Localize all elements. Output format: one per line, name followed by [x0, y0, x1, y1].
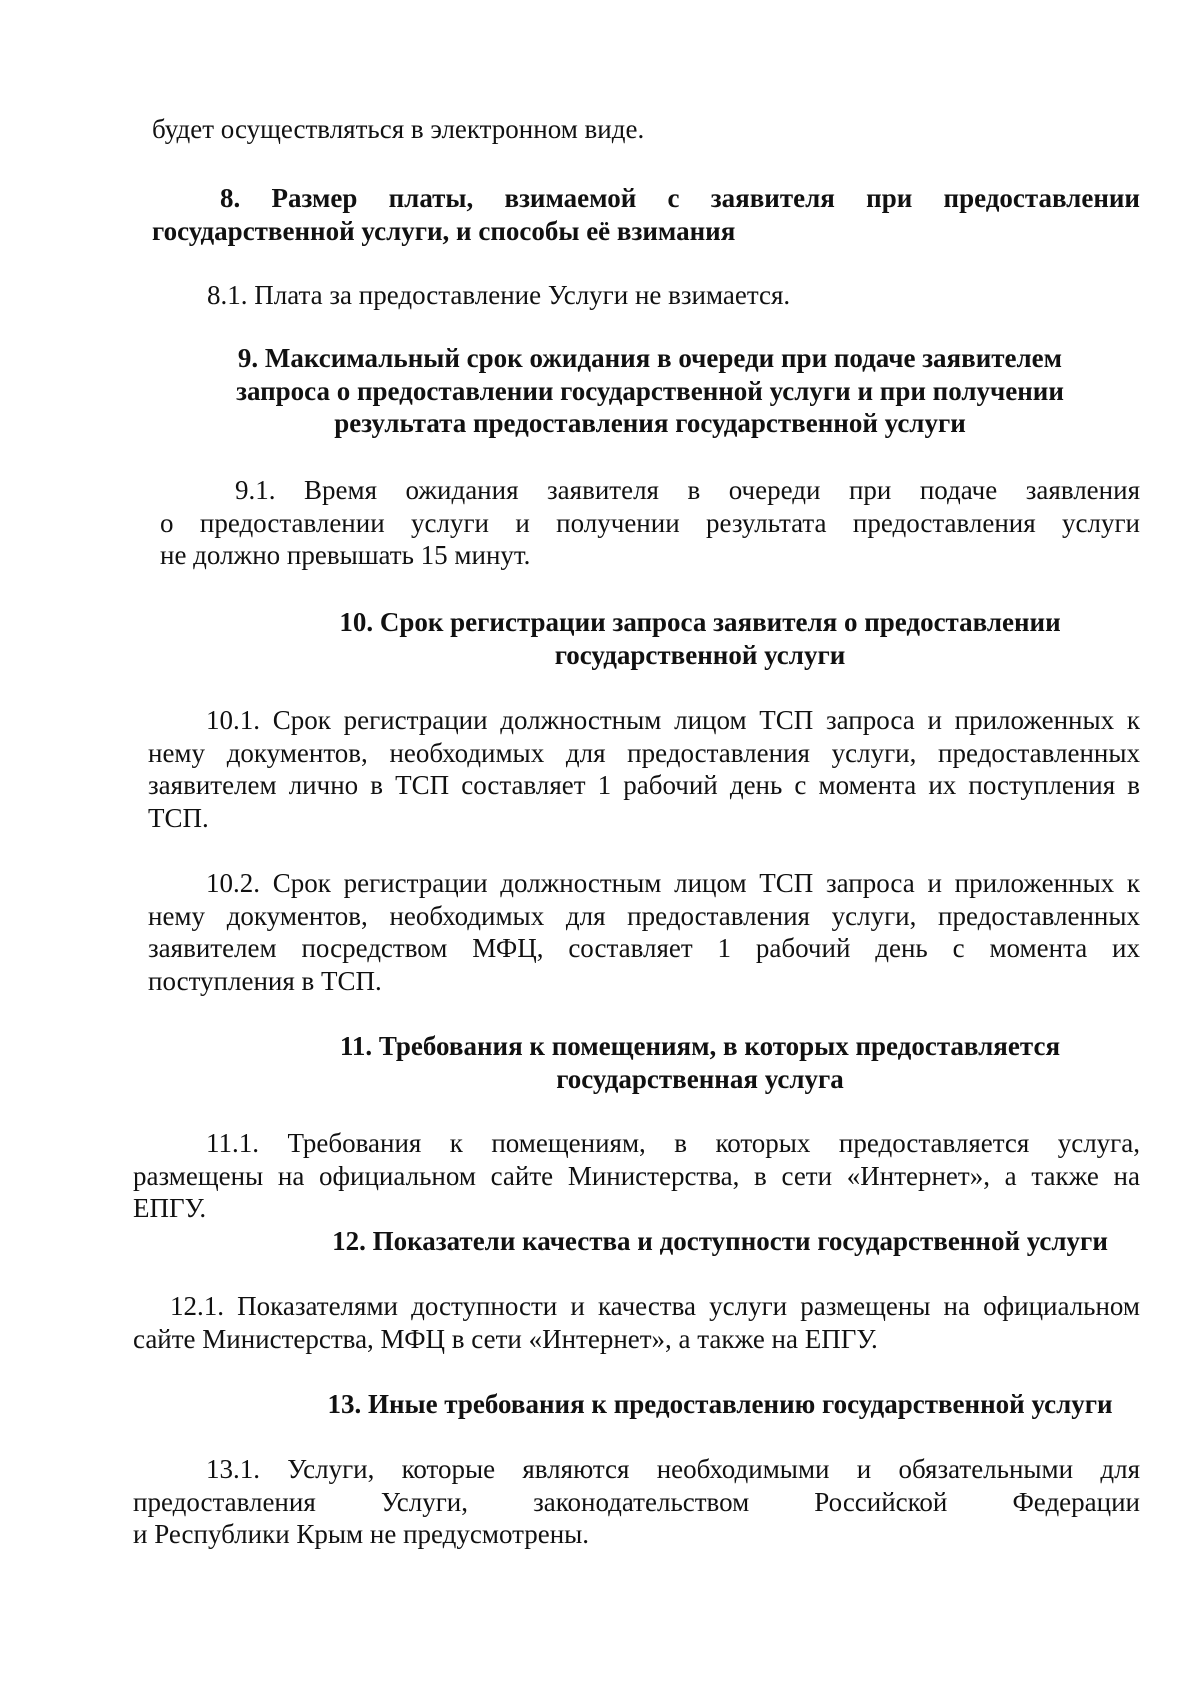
heading-line: запроса о предоставлении государственной услуги и при получении [236, 375, 1064, 406]
heading-line: государственной услуги [554, 639, 846, 670]
section-11-paragraph-1 [133, 1127, 1140, 1225]
text-line: размещены на официальном сайте Министерства, в сети «Интернет», а также на [133, 1160, 1140, 1191]
section-13-paragraph-1 [133, 1453, 1140, 1551]
section-11-heading [200, 1030, 1200, 1095]
heading-line: 12. Показатели качества и доступности государственной услуги [332, 1226, 1108, 1256]
text-line: и Республики Крым не предусмотрены. [133, 1519, 590, 1549]
section-8-paragraph-1 [207, 279, 1147, 312]
text-line: заявителем посредством МФЦ, составляет 1 рабочий день с момента их [148, 933, 1140, 963]
section-12-heading [220, 1225, 1200, 1258]
heading-line: 8. Размер платы, взимаемой с заявителя при предоставлении [220, 183, 1140, 213]
heading-line: государственной услуги, и способы её взимания [152, 215, 736, 246]
text-line: не должно превышать 15 минут. [160, 540, 531, 570]
text-line: нему документов, необходимых для предоставления услуги, предоставленных [148, 900, 1140, 931]
section-13-heading [220, 1388, 1200, 1421]
text-line: 10.2. Срок регистрации должностным лицом ТСП запроса и приложенных к [206, 868, 1140, 898]
text-line: 12.1. Показателями доступности и качества услуги размещены на официальном [170, 1291, 1140, 1321]
heading-line: государственная услуга [556, 1063, 844, 1094]
section-12-paragraph-1 [133, 1290, 1140, 1355]
intro-paragraph [152, 113, 1152, 146]
heading-line: результата предоставления государственной услуги [334, 408, 966, 438]
text-line: 11.1. Требования к помещениям, в которых предоставляется услуга, [206, 1128, 1140, 1158]
section-9-heading [150, 342, 1150, 440]
section-10-paragraph-1 [148, 704, 1140, 834]
heading-line: 11. Требования к помещениям, в которых предоставляется [339, 1031, 1061, 1061]
text-line: ТСП. [148, 802, 209, 833]
text-line: ЕПГУ. [133, 1193, 207, 1223]
text-line: 8.1. Плата за предоставление Услуги не взимается. [207, 280, 791, 310]
text-line: нему документов, необходимых для предоставления услуги, предоставленных [148, 737, 1140, 768]
text-line: заявителем лично в ТСП составляет 1 рабочий день с момента их поступления в [148, 770, 1140, 800]
text-line: 13.1. Услуги, которые являются необходимыми и обязательными для [206, 1454, 1140, 1484]
text-line: о предоставлении услуги и получении результата предоставления услуги [160, 507, 1140, 538]
section-10-paragraph-2 [148, 867, 1140, 997]
text-line: поступления в ТСП. [148, 965, 382, 996]
heading-line: 9. Максимальный срок ожидания в очереди при подаче заявителем [237, 343, 1063, 373]
section-8-heading [152, 182, 1140, 247]
text-line: 9.1. Время ожидания заявителя в очереди при подаче заявления [235, 475, 1140, 505]
text-line: 10.1. Срок регистрации должностным лицом ТСП запроса и приложенных к [206, 705, 1140, 735]
heading-line: 13. Иные требования к предоставлению государственной услуги [327, 1389, 1113, 1419]
text-line: будет осуществляться в электронном виде. [152, 114, 645, 144]
heading-line: 10. Срок регистрации запроса заявителя о предоставлении [339, 607, 1061, 637]
text-line: предоставления Услуги, законодательством Российской Федерации [133, 1486, 1140, 1517]
text-line: сайте Министерства, МФЦ в сети «Интернет», а также на ЕПГУ. [133, 1323, 878, 1354]
section-9-paragraph-1 [160, 474, 1140, 572]
section-10-heading [200, 606, 1200, 671]
